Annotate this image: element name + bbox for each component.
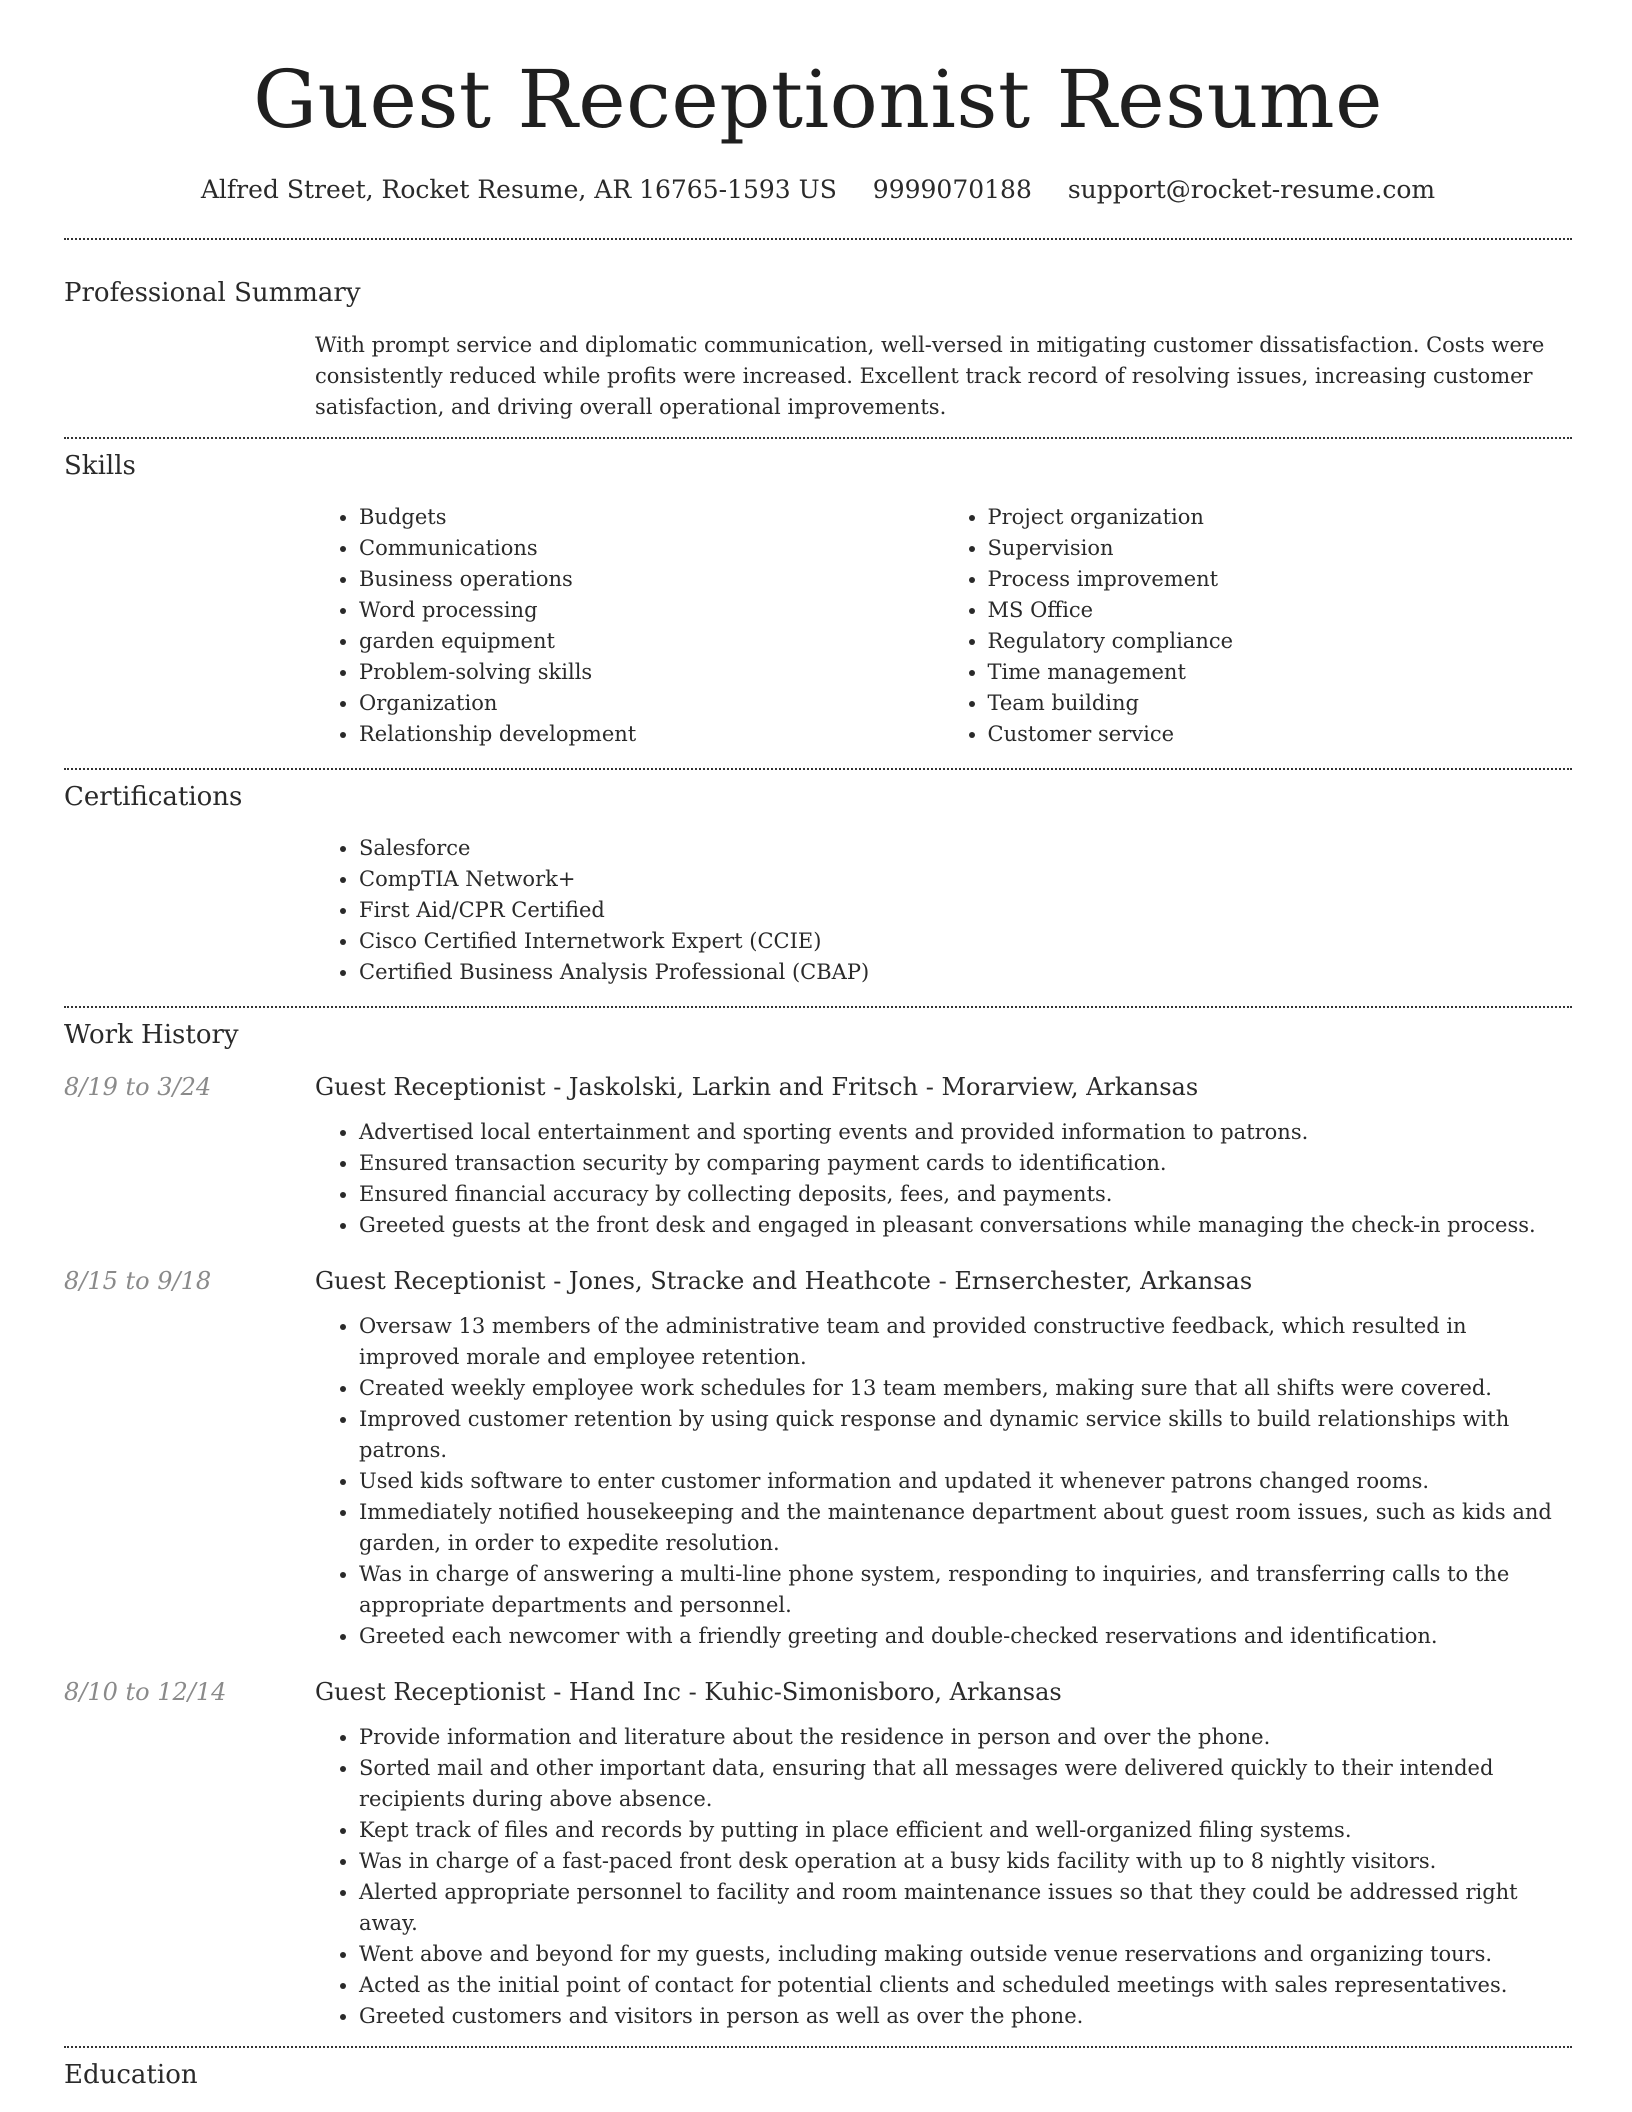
skills-grid	[315, 502, 1572, 768]
job-bullet: • Acted as the initial point of contact for potential clients and scheduled meetings with sales representatives.	[359, 1970, 1572, 2001]
work-history-heading: Work History	[64, 1020, 239, 1050]
skill-item: • Relationship development	[359, 719, 944, 750]
certifications-list	[315, 833, 1572, 988]
job-bullet: • Provide information and literature about the residence in person and over the phone.	[359, 1722, 1572, 1753]
job-entry	[64, 1265, 1572, 1652]
education-heading: Education	[64, 2060, 198, 2090]
skill-item: • Time management	[988, 657, 1573, 688]
skill-item: • Business operations	[359, 564, 944, 595]
contact-line	[64, 174, 1572, 206]
resume-title: Guest Receptionist Resume	[253, 53, 1383, 146]
skill-item: • Organization	[359, 688, 944, 719]
job-bullet: • Created weekly employee work schedules for 13 team members, making sure that all shifts were covered.	[359, 1373, 1572, 1404]
job-bullet: • Used kids software to enter customer information and updated it whenever patrons changed rooms.	[359, 1466, 1572, 1497]
job-dates: 8/15 to 9/18	[64, 1267, 212, 1295]
skills-heading: Skills	[64, 451, 136, 481]
job-bullet-list	[315, 1117, 1572, 1241]
skills-list-right	[944, 502, 1573, 750]
job-bullet: • Greeted customers and visitors in person as well as over the phone.	[359, 2001, 1572, 2032]
summary-heading: Professional Summary	[64, 278, 361, 308]
skills-section	[64, 439, 1572, 768]
skill-item: • Project organization	[988, 502, 1573, 533]
skill-item: • Team building	[988, 688, 1573, 719]
job-bullet-list	[315, 1311, 1572, 1652]
job-bullet: • Was in charge of a fast-paced front desk operation at a busy kids facility with up to 8 nightly visitors.	[359, 1846, 1572, 1877]
certification-item: • First Aid/CPR Certified	[359, 895, 1572, 926]
job-bullet: • Ensured transaction security by comparing payment cards to identification.	[359, 1148, 1572, 1179]
summary-text: With prompt service and diplomatic communication, well-versed in mitigating customer dissatisfaction. Costs were consistently reduced while profits were increased. Excellent track record of resolving issues, increasing customer satisfaction, and driving overall operational improvements.	[315, 333, 1545, 419]
job-bullet: • Improved customer retention by using quick response and dynamic service skills to build relationships with patrons.	[359, 1404, 1572, 1466]
job-bullet: • Kept track of files and records by putting in place efficient and well-organized filing systems.	[359, 1815, 1572, 1846]
job-bullet: • Went above and beyond for my guests, including making outside venue reservations and organizing tours.	[359, 1939, 1572, 1970]
job-entry	[64, 1071, 1572, 1241]
skill-item: • Budgets	[359, 502, 944, 533]
job-dates: 8/19 to 3/24	[64, 1073, 212, 1101]
job-title: Guest Receptionist - Jaskolski, Larkin and Fritsch - Morarview, Arkansas	[315, 1073, 1199, 1101]
job-title: Guest Receptionist - Hand Inc - Kuhic-Simonisboro, Arkansas	[315, 1678, 1062, 1706]
job-title: Guest Receptionist - Jones, Stracke and Heathcote - Ernserchester, Arkansas	[315, 1267, 1253, 1295]
contact-phone: 9999070188	[872, 175, 1032, 204]
skill-item: • Supervision	[988, 533, 1573, 564]
job-dates: 8/10 to 12/14	[64, 1678, 227, 1706]
summary-section	[64, 240, 1572, 437]
resume-page	[64, 0, 1572, 2092]
certification-item: • Salesforce	[359, 833, 1572, 864]
certifications-heading: Certifications	[64, 782, 243, 812]
job-header	[64, 1071, 1572, 1103]
skill-item: • MS Office	[988, 595, 1573, 626]
job-bullet: • Was in charge of answering a multi-line phone system, responding to inquiries, and transferring calls to the appropriate departments and personnel.	[359, 1559, 1572, 1621]
job-bullet: • Immediately notified housekeeping and the maintenance department about guest room issues, such as kids and garden, in order to expedite resolution.	[359, 1497, 1572, 1559]
job-entry	[64, 1676, 1572, 2046]
job-bullet-list	[315, 1722, 1572, 2032]
certification-item: • Certified Business Analysis Professional (CBAP)	[359, 957, 1572, 988]
skill-item: • Problem-solving skills	[359, 657, 944, 688]
job-bullet: • Oversaw 13 members of the administrative team and provided constructive feedback, which resulted in improved morale and employee retention.	[359, 1311, 1572, 1373]
skill-item: • Communications	[359, 533, 944, 564]
certifications-section	[64, 770, 1572, 1006]
job-bullet: • Ensured financial accuracy by collecting deposits, fees, and payments.	[359, 1179, 1572, 1210]
job-bullet: • Sorted mail and other important data, ensuring that all messages were delivered quickly to their intended recipients during above absence.	[359, 1753, 1572, 1815]
work-history-section	[64, 1008, 1572, 2046]
education-section	[64, 2048, 1572, 2092]
job-header	[64, 1676, 1572, 1708]
skill-item: • Customer service	[988, 719, 1573, 750]
job-bullet: • Greeted guests at the front desk and engaged in pleasant conversations while managing the check-in process.	[359, 1210, 1572, 1241]
skill-item: • garden equipment	[359, 626, 944, 657]
contact-address: Alfred Street, Rocket Resume, AR 16765-1593 US	[200, 175, 837, 204]
skill-item: • Word processing	[359, 595, 944, 626]
job-bullet: • Alerted appropriate personnel to facility and room maintenance issues so that they could be addressed right away.	[359, 1877, 1572, 1939]
certifications-content	[315, 833, 1572, 1006]
certification-item: • Cisco Certified Internetwork Expert (CCIE)	[359, 926, 1572, 957]
skill-item: • Process improvement	[988, 564, 1573, 595]
certification-item: • CompTIA Network+	[359, 864, 1572, 895]
job-header	[64, 1265, 1572, 1297]
skills-list-left	[315, 502, 944, 750]
skill-item: • Regulatory compliance	[988, 626, 1573, 657]
job-bullet: • Greeted each newcomer with a friendly greeting and double-checked reservations and identification.	[359, 1621, 1572, 1652]
contact-email: support@rocket-resume.com	[1067, 175, 1436, 204]
job-bullet: • Advertised local entertainment and sporting events and provided information to patrons.	[359, 1117, 1572, 1148]
